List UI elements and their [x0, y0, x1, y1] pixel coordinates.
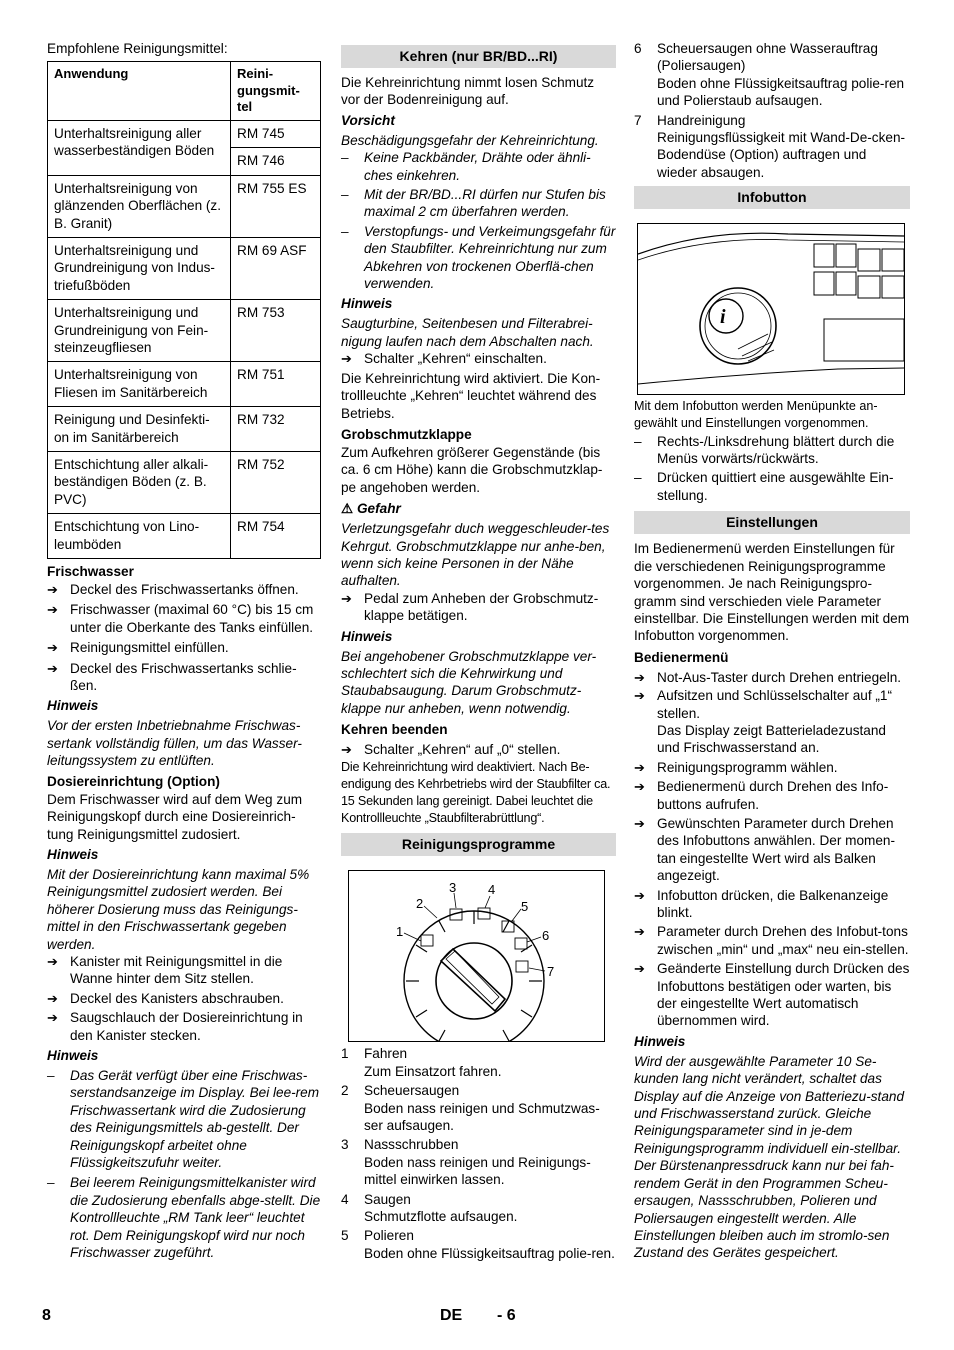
program-item — [341, 1082, 616, 1134]
program-desc: Reinigungsflüssigkeit mit Wand-De-cken-Bodendüse (Option) auftragen und wieder absaugen. — [657, 130, 906, 180]
arrow-icon: ➔ — [634, 887, 645, 903]
dash-icon: – — [341, 187, 349, 203]
arrow-icon: ➔ — [47, 602, 58, 618]
program-item — [634, 40, 910, 110]
header-anwendung: Anwendung — [48, 62, 231, 121]
note-heading: Hinweis — [47, 698, 99, 714]
note-list-text: Das Gerät verfügt über eine Frischwas-serstandsanzeige im Display. Bei lee-rem Frischwassertank wird die Zudosierung des Reinigungsmittels ab-gestellt. Der Reinigungskopf arbeitet ohne Flüssigkeitszufuhr weiter. — [70, 1067, 320, 1170]
step-text: Reinigungsprogramm wählen. — [657, 759, 838, 775]
step-text: Kanister mit Reinigungsmittel in die Wanne hinter dem Sitz stellen. — [70, 953, 283, 987]
note-text: Vor der ersten Inbetriebnahme Frischwas-sertank vollständig füllen, um das Wasser-leitungssystem zu entlüften. — [47, 718, 302, 769]
table-cell-rm: RM 69 ASF — [231, 237, 321, 299]
table-row — [48, 407, 321, 452]
table-cell-rm: RM 754 — [231, 514, 321, 559]
arrow-icon: ➔ — [634, 779, 645, 795]
table-row — [48, 362, 321, 407]
step-item — [47, 1009, 321, 1044]
step-text: Schalter „Kehren“ auf „0“ stellen. — [364, 742, 561, 758]
step-text: Saugschlauch der Dosiereinrichtung in den Kanister stecken. — [70, 1010, 303, 1043]
program-item — [634, 112, 910, 182]
step-item — [341, 350, 616, 367]
section-heading-bedienermenue: Bedienermenü — [634, 649, 729, 665]
program-name: Nassschrubben — [364, 1137, 459, 1153]
column-1 — [47, 40, 321, 1261]
paragraph: Die Kehreinrichtung wird deaktiviert. Nach Be-endigung des Kehrbetriebs wird der Staubfilter ca. 15 Sekunden lang gereinigt. Dabei leuchtet die Kontrollleuchte „Staubfilterabrüttlung“. — [341, 759, 611, 826]
note-text: Mit der Dosiereinrichtung kann maximal 5% Reinigungsmittel zudosiert werden. Bei höherer Dosierung muss das Reinigungs-mittel in den Frischwassertank gegeben werden. — [47, 866, 310, 952]
step-item — [47, 639, 321, 656]
step-item — [634, 687, 910, 722]
arrow-icon: ➔ — [47, 582, 58, 598]
step-text: Infobutton drücken, die Balkenanzeige blinkt. — [657, 887, 889, 920]
step-text: Pedal zum Anheben der Grobschmutz-klappe betätigen. — [364, 590, 599, 624]
program-dial-figure — [348, 870, 605, 1042]
caution-list-item — [341, 186, 616, 221]
arrow-icon: ➔ — [634, 759, 645, 775]
step-text: Deckel des Frischwassertanks schlie-ßen. — [70, 660, 297, 694]
danger-heading — [341, 500, 616, 518]
step-item — [47, 953, 321, 988]
arrow-icon: ➔ — [47, 660, 58, 676]
dash-icon: – — [47, 1175, 55, 1191]
paragraph: Zum Aufkehren größerer Gegenstände (bis ca. 6 cm Höhe) kann die Grobschmutzklap-pe angehoben werden. — [341, 444, 603, 495]
program-name: Handreinigung — [657, 112, 746, 128]
arrow-icon: ➔ — [634, 669, 645, 685]
paragraph: Die Kehreinrichtung wird aktiviert. Die Kon-trollleuchte „Kehren“ leuchtet während des Betriebs. — [341, 370, 601, 421]
section-heading-dosiereinrichtung: Dosiereinrichtung (Option) — [47, 773, 220, 789]
step-text: Gewünschten Parameter durch Drehen des Infobuttons anwählen. Der momen-tan eingestellte Wert wird als Balken angezeigt. — [657, 815, 896, 884]
dial-label-6: 6 — [542, 928, 550, 944]
page-number-left: 8 — [42, 1307, 51, 1324]
info-list-text: Rechts-/Linksdrehung blättert durch die Menüs vorwärts/rückwärts. — [657, 433, 895, 467]
table-cell-rm: RM 746 — [231, 148, 321, 175]
note-heading: Hinweis — [634, 1033, 686, 1049]
note-list-item — [47, 1067, 321, 1171]
step-item — [341, 590, 616, 625]
dial-label-4: 4 — [488, 882, 496, 898]
program-desc: Boden ohne Flüssigkeitsauftrag polie-ren. — [364, 1245, 615, 1261]
note-heading: Hinweis — [341, 296, 393, 312]
arrow-icon: ➔ — [341, 351, 352, 367]
page-number-right: - 6 — [497, 1307, 516, 1324]
dial-label-1: 1 — [396, 924, 404, 940]
step-item — [634, 960, 910, 1030]
program-desc: Schmutzflotte aufsaugen. — [364, 1209, 518, 1225]
table-cell-rm: RM 755 ES — [231, 175, 321, 237]
step-item — [341, 741, 616, 758]
program-number: 3 — [341, 1137, 349, 1153]
program-desc: Boden nass reinigen und Reinigungs-mittel einwirken lassen. — [364, 1154, 591, 1188]
table-row — [48, 300, 321, 362]
table-cell-rm: RM 752 — [231, 452, 321, 514]
caution-list-text: Mit der BR/BD...RI dürfen nur Stufen bis maximal 2 cm überfahren werden. — [364, 187, 606, 220]
section-heading-grobschmutzklappe: Grobschmutzklappe — [341, 426, 472, 442]
table-cell-rm: RM 732 — [231, 407, 321, 452]
step-item — [634, 815, 910, 885]
language-code: DE — [440, 1307, 463, 1324]
program-desc: Boden ohne Flüssigkeitsauftrag polie-ren und Polierstaub aufsaugen. — [657, 75, 905, 109]
column-3 — [634, 40, 910, 1262]
step-item — [634, 669, 910, 686]
section-band-reinigungsprogramme: Reinigungsprogramme — [341, 833, 616, 856]
table-cell-app: Unterhaltsreinigung und Grundreinigung von Indus-triefußböden — [48, 237, 231, 299]
table-row — [48, 514, 321, 559]
note-list-text: Bei leerem Reinigungsmittelkanister wird die Zudosierung ebenfalls abge-stellt. Die Kontrollleuchte „RM Tank leer“ leuchtet rot. Dem Reinigungskopf wird nur noch Frischwasser zugeführt. — [70, 1175, 321, 1261]
caution-list-item — [341, 149, 616, 184]
paragraph: Das Display zeigt Batterieladezustand und Frischwasserstand an. — [657, 722, 886, 756]
caution-list-text: Verstopfungs- und Verkeimungsgefahr für den Staubfilter. Kehreinrichtung nur zum Abkehren von trockenen Oberflä-chen verwenden. — [364, 223, 616, 292]
program-name: Scheuersaugen — [364, 1083, 460, 1099]
program-name: Saugen — [364, 1191, 411, 1207]
program-item — [341, 1136, 616, 1188]
note-text: Saugturbine, Seitenbesen und Filterabrei-nigung laufen nach dem Abschalten nach. — [341, 316, 594, 349]
step-text: Reinigungsmittel einfüllen. — [70, 640, 229, 656]
note-heading: Hinweis — [47, 846, 99, 862]
step-text: Not-Aus-Taster durch Drehen entriegeln. — [657, 669, 902, 685]
table-cell-app: Entschichtung von Lino-leumböden — [48, 514, 231, 559]
program-number: 6 — [634, 41, 642, 56]
step-item — [634, 923, 910, 958]
program-number: 2 — [341, 1083, 349, 1099]
table-cell-rm: RM 745 — [231, 120, 321, 147]
dash-icon: – — [341, 150, 349, 166]
note-heading: Hinweis — [341, 628, 393, 644]
dial-label-7: 7 — [547, 964, 555, 980]
step-item — [634, 778, 910, 813]
program-name: Fahren — [364, 1046, 408, 1062]
step-text: Aufsitzen und Schlüsselschalter auf „1“ stellen. — [657, 688, 892, 721]
step-text: Geänderte Einstellung durch Drücken des Infobuttons bestätigen oder warten, bis der eingestellte Wert automatisch übernommen wird. — [657, 961, 910, 1029]
program-desc: Boden nass reinigen und Schmutzwas-ser aufsaugen. — [364, 1100, 600, 1134]
arrow-icon: ➔ — [634, 815, 645, 831]
dash-icon: – — [47, 1067, 55, 1083]
dial-label-5: 5 — [521, 899, 529, 915]
table-row — [48, 175, 321, 237]
section-heading-frischwasser: Frischwasser — [47, 564, 134, 580]
program-name: Polieren — [364, 1228, 414, 1244]
note-text: Bei angehobener Grobschmutzklappe ver-schlechtert sich die Kehrwirkung und Staubabsaugung. Darum Grobschmutz-klappe nur anheben, wenn notwendig. — [341, 648, 597, 716]
dash-icon: – — [341, 223, 349, 239]
note-list-item — [47, 1174, 321, 1261]
info-list-item — [634, 433, 910, 468]
step-item — [634, 759, 910, 776]
table-cell-app: Reinigung und Desinfekti-on im Sanitärbereich — [48, 407, 231, 452]
danger-text: Verletzungsgefahr duch weggeschleuder-tes Kehrgut. Grobschmutzklappe nur anhe-ben, wenn sich keine Personen in der Nähe aufhalten. — [341, 521, 610, 589]
step-text: Schalter „Kehren“ einschalten. — [364, 351, 547, 367]
step-text: Frischwasser (maximal 60 °C) bis 15 cm unter die Oberkante des Tanks einfüllen. — [70, 602, 314, 635]
header-reinigungsmittel: Reini- gungsmit- tel — [231, 62, 321, 121]
step-text: Deckel des Frischwassertanks öffnen. — [70, 582, 299, 598]
info-list-item — [634, 469, 910, 504]
caution-list-item — [341, 223, 616, 293]
section-band-kehren: Kehren (nur BR/BD...RI) — [341, 45, 616, 68]
program-desc: Zum Einsatzort fahren. — [364, 1063, 502, 1079]
dial-label-3: 3 — [449, 880, 457, 896]
step-item — [47, 990, 321, 1007]
paragraph: Die Kehreinrichtung nimmt losen Schmutz vor der Bodenreinigung auf. — [341, 75, 595, 108]
table-row — [48, 120, 321, 147]
table-row — [48, 237, 321, 299]
program-number: 5 — [341, 1228, 349, 1244]
section-heading-kehren-beenden: Kehren beenden — [341, 722, 448, 738]
step-item — [634, 887, 910, 922]
arrow-icon: ➔ — [47, 953, 58, 969]
step-text: Deckel des Kanisters abschrauben. — [70, 990, 284, 1006]
program-name: Scheuersaugen ohne Wasserauftrag (Poliersaugen) — [657, 41, 878, 74]
caution-heading: Vorsicht — [341, 112, 395, 128]
dial-label-2: 2 — [416, 896, 424, 912]
info-i-icon: i — [720, 306, 726, 329]
step-item — [47, 601, 321, 636]
table-cell-app: Entschichtung aller alkali-beständigen Böden (z. B. PVC) — [48, 452, 231, 514]
step-item — [47, 581, 321, 598]
dash-icon: – — [634, 470, 642, 486]
arrow-icon: ➔ — [341, 742, 352, 758]
table-header-row — [48, 62, 321, 121]
note-text: Wird der ausgewählte Parameter 10 Se-kunden lang nicht verändert, schaltet das Display auf die Anzeige von Batteriezu-stand und Frischwasserstand zurück. Gleiche Reinigungsparameter sind in je-dem Reinigungsprogramm individuell ein-stellbar. Der Bürstenanpressdruck kann nur bei fah-rendem Gerät in den Programmen Scheu-ersaugen, Nassschrubben, Polieren und Poliersaugen eingestellt werden. Alle Einstellungen bleiben auch im stromlo-sen Zustand des Gerätes gespeichert. — [634, 1053, 905, 1261]
arrow-icon: ➔ — [47, 1010, 58, 1026]
arrow-icon: ➔ — [634, 961, 645, 977]
step-item — [47, 660, 321, 695]
arrow-icon: ➔ — [47, 640, 58, 656]
paragraph: Im Bedienermenü werden Einstellungen für die verschiedenen Reinigungsprogramme vorgenommen. Je nach Reinigungspro-gramm sind verschieden viele Parameter einstellbar. Die Einstellungen werden mit dem Infobutton vorgenommen. — [634, 541, 910, 644]
note-heading: Hinweis — [47, 1047, 99, 1063]
table-intro: Empfohlene Reinigungsmittel: — [47, 41, 228, 56]
paragraph: Mit dem Infobutton werden Menüpunkte an-gewählt und Einstellungen vorgenommen. — [634, 399, 878, 431]
cleaning-agent-table — [47, 61, 321, 559]
table-row — [48, 452, 321, 514]
infobutton-figure — [637, 223, 905, 395]
program-item — [341, 1227, 616, 1262]
table-cell-app: Unterhaltsreinigung aller wasserbeständigen Böden — [48, 120, 231, 175]
danger-heading-text: Gefahr — [356, 501, 401, 517]
program-item — [341, 1191, 616, 1226]
section-band-einstellungen: Einstellungen — [634, 511, 910, 534]
table-cell-app: Unterhaltsreinigung von glänzenden Oberflächen (z. B. Granit) — [48, 175, 231, 237]
table-cell-rm: RM 753 — [231, 300, 321, 362]
program-dial-illustration — [349, 871, 604, 1041]
infobutton-illustration — [638, 224, 904, 394]
dash-icon: – — [634, 433, 642, 449]
arrow-icon: ➔ — [47, 990, 58, 1006]
paragraph: Dem Frischwasser wird auf dem Weg zum Reinigungskopf durch eine Dosiereinrich-tung Reinigungsmittel zudosiert. — [47, 791, 303, 842]
arrow-icon: ➔ — [341, 590, 352, 606]
program-item — [341, 1045, 616, 1080]
column-2 — [341, 45, 616, 1262]
program-list — [341, 1045, 616, 1262]
step-text: Parameter durch Drehen des Infobut-tons zwischen „min“ und „max“ neu ein-stellen. — [657, 924, 909, 957]
caution-list-text: Keine Packbänder, Drähte oder ähnli-ches einkehren. — [364, 150, 591, 183]
program-number: 7 — [634, 112, 642, 128]
warning-triangle-icon: ⚠ — [341, 501, 354, 517]
step-text: Bedienermenü durch Drehen des Info-buttons aufrufen. — [657, 779, 889, 812]
table-cell-app: Unterhaltsreinigung von Fliesen im Sanitärbereich — [48, 362, 231, 407]
program-number: 4 — [341, 1191, 349, 1207]
section-band-infobutton: Infobutton — [634, 186, 910, 209]
info-list-text: Drücken quittiert eine ausgewählte Ein-stellung. — [657, 470, 894, 503]
arrow-icon: ➔ — [634, 924, 645, 940]
table-cell-app: Unterhaltsreinigung und Grundreinigung von Fein-steinzeugfliesen — [48, 300, 231, 362]
program-number: 1 — [341, 1046, 349, 1062]
caution-text: Beschädigungsgefahr der Kehreinrichtung. — [341, 132, 599, 148]
table-cell-rm: RM 751 — [231, 362, 321, 407]
arrow-icon: ➔ — [634, 688, 645, 704]
